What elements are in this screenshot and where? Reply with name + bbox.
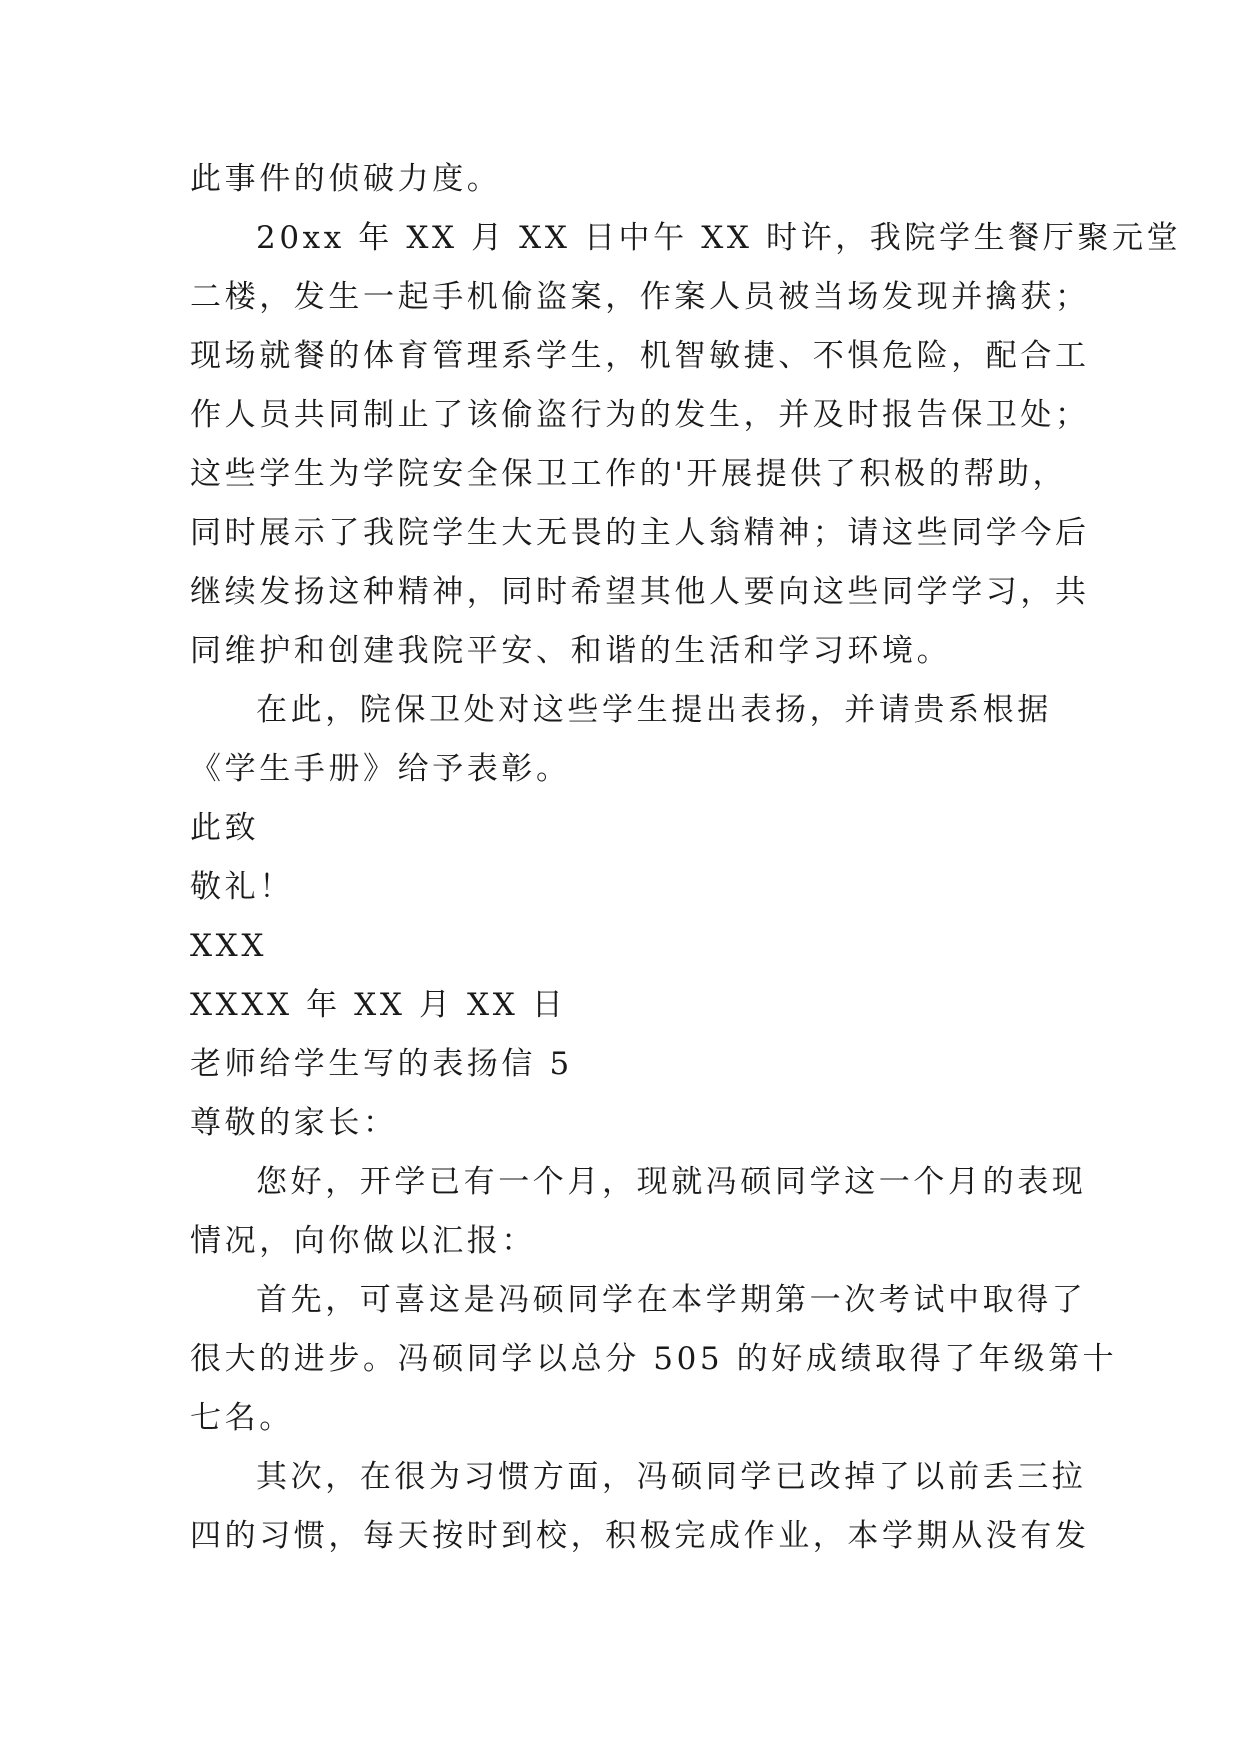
- text-line: 此事件的侦破力度。: [190, 161, 502, 197]
- text-line: 同维护和创建我院平安、和谐的生活和学习环境。: [190, 633, 952, 669]
- text-line: 继续发扬这种精神，同时希望其他人要向这些同学学习，共: [190, 574, 1090, 610]
- text-line: 作人员共同制止了该偷盗行为的发生，并及时报告保卫处；: [190, 397, 1090, 433]
- text-line: 这些学生为学院安全保卫工作的'开展提供了积极的帮助，: [190, 456, 1068, 492]
- text-line: XXXX 年 XX 月 XX 日: [190, 987, 567, 1023]
- text-line: 七名。: [190, 1400, 294, 1436]
- text-line: 首先，可喜这是冯硕同学在本学期第一次考试中取得了: [256, 1282, 1087, 1318]
- text-line: 20xx 年 XX 月 XX 日中午 XX 时许，我院学生餐厅聚元堂: [256, 220, 1182, 256]
- text-line: 敬礼！: [190, 869, 294, 905]
- text-line: 此致: [190, 810, 260, 846]
- text-line: 在此，院保卫处对这些学生提出表扬，并请贵系根据: [256, 692, 1052, 728]
- text-line: 老师给学生写的表扬信 5: [190, 1046, 573, 1082]
- document-body: [190, 150, 1182, 1566]
- text-line: 同时展示了我院学生大无畏的主人翁精神；请这些同学今后: [190, 515, 1090, 551]
- text-line: 其次，在很为习惯方面，冯硕同学已改掉了以前丢三拉: [256, 1459, 1087, 1495]
- text-line: XXX: [190, 928, 268, 964]
- text-line: 很大的进步。冯硕同学以总分 505 的好成绩取得了年级第十: [190, 1341, 1118, 1377]
- text-line: 您好，开学已有一个月，现就冯硕同学这一个月的表现: [256, 1164, 1087, 1200]
- text-line: 《学生手册》给予表彰。: [190, 751, 571, 787]
- text-line: 尊敬的家长：: [190, 1105, 398, 1141]
- text-line: 现场就餐的体育管理系学生，机智敏捷、不惧危险，配合工: [190, 338, 1090, 374]
- text-line: 二楼，发生一起手机偷盗案，作案人员被当场发现并擒获；: [190, 279, 1090, 315]
- text-line: 四的习惯，每天按时到校，积极完成作业，本学期从没有发: [190, 1518, 1090, 1554]
- text-line: 情况，向你做以汇报：: [190, 1223, 536, 1259]
